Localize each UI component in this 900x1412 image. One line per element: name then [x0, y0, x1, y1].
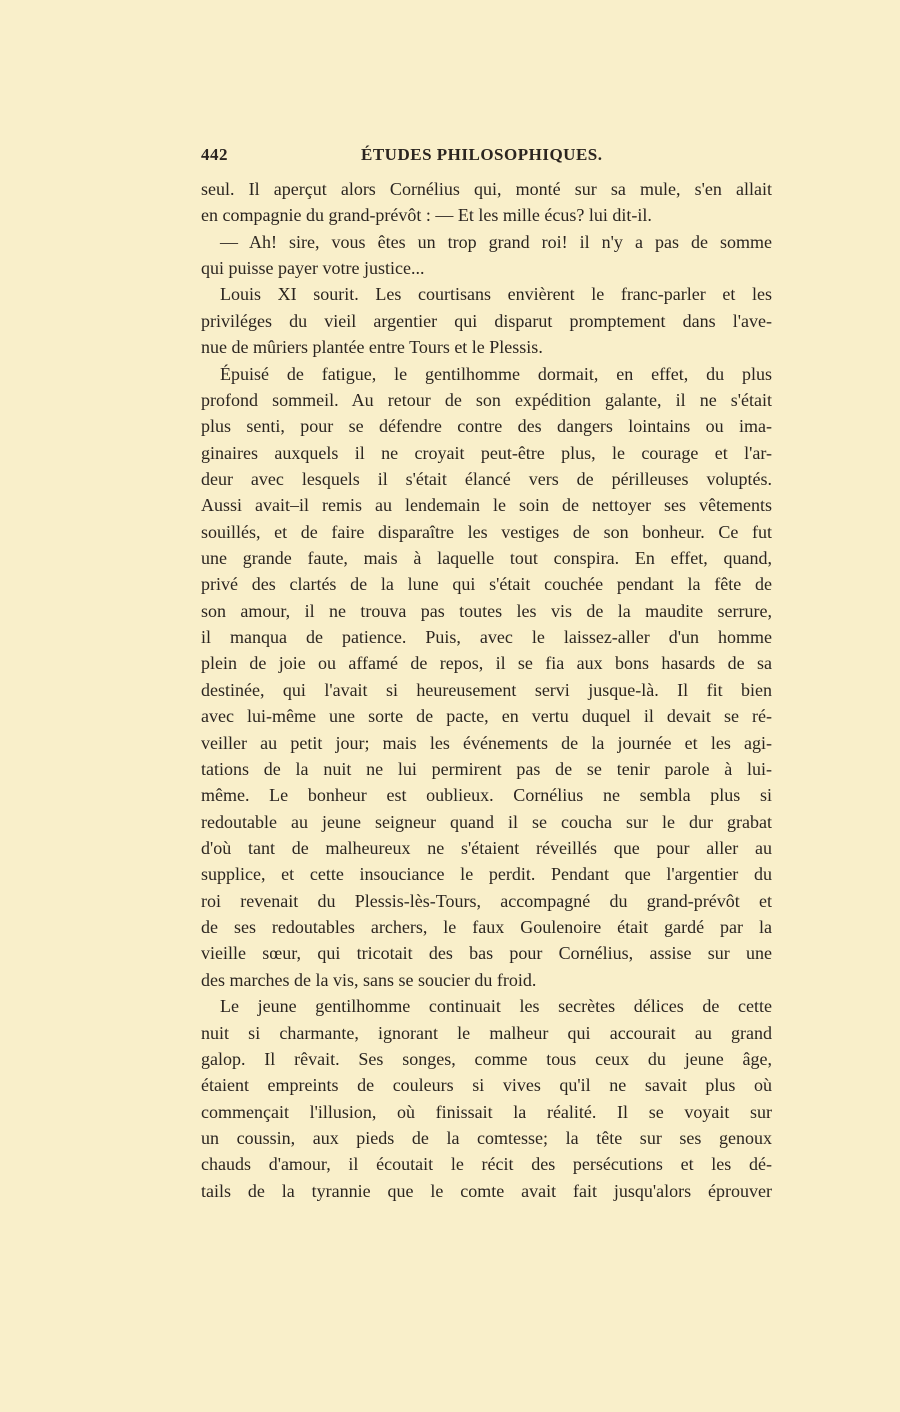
- text-line: de ses redoutables archers, le faux Goulenoire était gardé par la: [201, 917, 772, 938]
- text-line: galop. Il rêvait. Ses songes, comme tous ceux du jeune âge,: [201, 1048, 772, 1069]
- text-line: Le jeune gentilhomme continuait les secrètes délices de cette: [220, 996, 772, 1017]
- text-line: en compagnie du grand-prévôt : — Et les mille écus? lui dit-il.: [201, 205, 652, 226]
- text-line: son amour, il ne trouva pas toutes les vis de la maudite serrure,: [201, 600, 772, 621]
- text-line: il manqua de patience. Puis, avec le laissez-aller d'un homme: [201, 627, 772, 648]
- text-line: un coussin, aux pieds de la comtesse; la tête sur ses genoux: [201, 1127, 772, 1148]
- text-line: chauds d'amour, il écoutait le récit des persécutions et les dé-: [201, 1154, 772, 1175]
- text-line: avec lui-même une sorte de pacte, en vertu duquel il devait se ré-: [201, 706, 772, 727]
- text-line: étaient empreints de couleurs si vives qu'il ne savait plus où: [201, 1075, 772, 1096]
- text-line: tations de la nuit ne lui permirent pas de se tenir parole à lui-: [201, 758, 772, 779]
- text-line: commençait l'illusion, où finissait la réalité. Il se voyait sur: [201, 1101, 772, 1122]
- text-line: une grande faute, mais à laquelle tout conspira. En effet, quand,: [201, 548, 772, 569]
- text-line: Aussi avait–il remis au lendemain le soin de nettoyer ses vêtements: [201, 495, 772, 516]
- text-line: veiller au petit jour; mais les événements de la journée et les agi-: [201, 732, 772, 753]
- text-line: — Ah! sire, vous êtes un trop grand roi! il n'y a pas de somme: [220, 231, 772, 252]
- text-line: tails de la tyrannie que le comte avait fait jusqu'alors éprouver: [201, 1180, 772, 1201]
- body-text: [201, 176, 772, 1204]
- text-line: roi revenait du Plessis-lès-Tours, accompagné du grand-prévôt et: [201, 890, 772, 911]
- text-line: ginaires auxquels il ne croyait peut-être plus, le courage et l'ar-: [201, 442, 772, 463]
- text-line: Épuisé de fatigue, le gentilhomme dormait, en effet, du plus: [220, 363, 772, 384]
- text-line: des marches de la vis, sans se soucier du froid.: [201, 969, 537, 990]
- text-line: supplice, et cette insouciance le perdit. Pendant que l'argentier du: [201, 864, 772, 885]
- text-line: vieille sœur, qui tricotait des bas pour Cornélius, assise sur une: [201, 943, 772, 964]
- text-line: qui puisse payer votre justice...: [201, 258, 425, 279]
- text-line: priviléges du vieil argentier qui disparut promptement dans l'ave-: [201, 310, 772, 331]
- text-line: souillés, et de faire disparaître les vestiges de son bonheur. Ce fut: [201, 521, 772, 542]
- running-title: ÉTUDES PHILOSOPHIQUES.: [361, 145, 603, 164]
- text-line: privé des clartés de la lune qui s'était couchée pendant la fête de: [201, 574, 772, 595]
- text-line: profond sommeil. Au retour de son expédition galante, il ne s'était: [201, 389, 772, 410]
- text-line: nue de mûriers plantée entre Tours et le Plessis.: [201, 337, 543, 358]
- text-line: redoutable au jeune seigneur quand il se coucha sur le dur grabat: [201, 811, 772, 832]
- text-line: seul. Il aperçut alors Cornélius qui, monté sur sa mule, s'en allait: [201, 179, 772, 199]
- text-line: d'où tant de malheureux ne s'étaient réveillés que pour aller au: [201, 837, 772, 858]
- page-header: [201, 145, 772, 169]
- text-line: même. Le bonheur est oublieux. Cornélius ne sembla plus si: [201, 785, 772, 806]
- page-number: 442: [201, 145, 228, 164]
- text-line: Louis XI sourit. Les courtisans envièrent le franc-parler et les: [220, 284, 772, 305]
- text-line: plus senti, pour se défendre contre des dangers lointains ou ima-: [201, 416, 772, 437]
- text-line: deur avec lesquels il s'était élancé vers de périlleuses voluptés.: [201, 468, 772, 489]
- text-line: destinée, qui l'avait si heureusement servi jusque-là. Il fit bien: [201, 679, 772, 700]
- text-line: plein de joie ou affamé de repos, il se fia aux bons hasards de sa: [201, 653, 772, 674]
- text-line: nuit si charmante, ignorant le malheur qui accourait au grand: [201, 1022, 772, 1043]
